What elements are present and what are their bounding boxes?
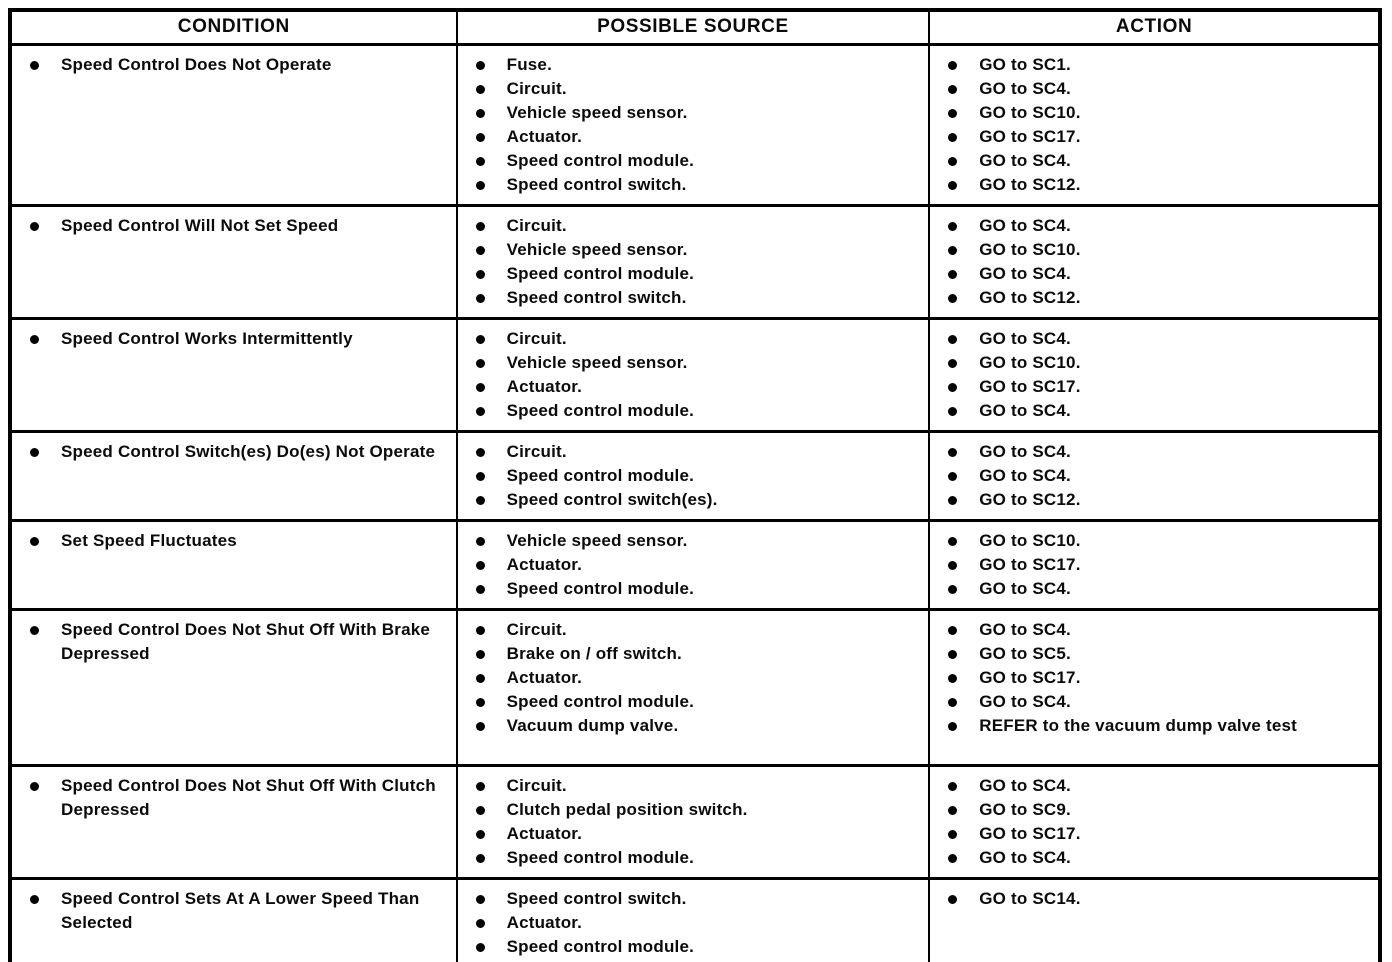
list-item [930, 440, 1372, 464]
bullet-icon [948, 698, 957, 707]
item-text: GO to SC5. [979, 644, 1071, 663]
list-item [458, 935, 923, 959]
item-text: Circuit. [506, 442, 567, 461]
bullet-icon [948, 674, 957, 683]
item-text: Vehicle speed sensor. [506, 103, 688, 122]
list-item [458, 911, 923, 935]
item-text: Circuit. [506, 79, 567, 98]
item-text: Vacuum dump valve. [506, 716, 679, 735]
bullet-icon [30, 61, 39, 70]
bullet-icon [476, 472, 485, 481]
bullet-icon [30, 335, 39, 344]
bullet-icon [476, 782, 485, 791]
list-item [458, 618, 923, 642]
table-row [10, 206, 1380, 319]
list-item [12, 214, 450, 238]
item-text: GO to SC10. [979, 353, 1081, 372]
list-item [458, 642, 923, 666]
list-item [458, 101, 923, 125]
item-text: GO to SC17. [979, 555, 1081, 574]
item-text: GO to SC12. [979, 288, 1081, 307]
list-item [458, 887, 923, 911]
list-item [458, 327, 923, 351]
item-text: Speed control module. [506, 692, 695, 711]
item-text: Circuit. [506, 776, 567, 795]
item-text: GO to SC1. [979, 55, 1071, 74]
cell-source [457, 45, 930, 206]
list-item [12, 618, 450, 666]
list-item [458, 351, 923, 375]
list-item [458, 822, 923, 846]
item-text: GO to SC10. [979, 531, 1081, 550]
bullet-icon [948, 585, 957, 594]
bullet-icon [476, 270, 485, 279]
bullet-icon [476, 222, 485, 231]
list-item [930, 149, 1372, 173]
list-item [930, 690, 1372, 714]
list-item [930, 77, 1372, 101]
table-row [10, 610, 1380, 766]
item-text: Speed Control Will Not Set Speed [61, 216, 339, 235]
item-text: Speed control module. [506, 937, 695, 956]
column-header-action: ACTION [929, 10, 1380, 45]
list-item [458, 149, 923, 173]
cell-action [929, 879, 1380, 962]
bullet-icon [948, 722, 957, 731]
list-item [458, 488, 923, 512]
list-item [930, 464, 1372, 488]
item-text: GO to SC9. [979, 800, 1071, 819]
list-item [458, 238, 923, 262]
list-item [458, 214, 923, 238]
list-item [458, 53, 923, 77]
table-row [10, 319, 1380, 432]
list-item [12, 53, 450, 77]
cell-source [457, 432, 930, 521]
table-row [10, 521, 1380, 610]
bullet-icon [948, 537, 957, 546]
bullet-icon [30, 448, 39, 457]
bullet-icon [948, 472, 957, 481]
bullet-icon [476, 133, 485, 142]
item-text: Actuator. [506, 913, 583, 932]
cell-condition [10, 432, 457, 521]
list-item [930, 488, 1372, 512]
item-text: Circuit. [506, 216, 567, 235]
list-item [930, 553, 1372, 577]
item-text: Speed Control Does Not Shut Off With Brake Depressed [61, 620, 431, 663]
list-item [930, 327, 1372, 351]
list-item [930, 173, 1372, 197]
bullet-icon [476, 383, 485, 392]
bullet-icon [476, 806, 485, 815]
cell-condition [10, 766, 457, 879]
bullet-icon [476, 181, 485, 190]
list-item [458, 77, 923, 101]
list-item [458, 553, 923, 577]
item-text: GO to SC4. [979, 692, 1071, 711]
cell-source [457, 766, 930, 879]
list-item [930, 798, 1372, 822]
item-text: Speed Control Works Intermittently [61, 329, 353, 348]
bullet-icon [476, 246, 485, 255]
item-text: GO to SC4. [979, 264, 1071, 283]
item-text: GO to SC17. [979, 668, 1081, 687]
item-text: Speed Control Sets At A Lower Speed Than Selected [61, 889, 420, 932]
cell-condition [10, 610, 457, 766]
item-text: GO to SC4. [979, 620, 1071, 639]
bullet-icon [30, 626, 39, 635]
item-text: GO to SC4. [979, 329, 1071, 348]
item-text: Actuator. [506, 127, 583, 146]
table-row [10, 766, 1380, 879]
item-text: Speed control module. [506, 264, 695, 283]
list-item [930, 262, 1372, 286]
list-item [930, 714, 1372, 738]
bullet-icon [948, 561, 957, 570]
list-item [930, 618, 1372, 642]
list-item [458, 798, 923, 822]
bullet-icon [476, 698, 485, 707]
item-text: Circuit. [506, 329, 567, 348]
item-text: GO to SC4. [979, 776, 1071, 795]
item-text: GO to SC17. [979, 824, 1081, 843]
cell-condition [10, 206, 457, 319]
item-text: Speed control module. [506, 151, 695, 170]
list-item [930, 642, 1372, 666]
bullet-icon [948, 383, 957, 392]
bullet-icon [476, 85, 485, 94]
item-text: GO to SC10. [979, 240, 1081, 259]
table-body [10, 45, 1380, 962]
bullet-icon [30, 222, 39, 231]
list-item [458, 125, 923, 149]
bullet-icon [948, 157, 957, 166]
bullet-icon [476, 335, 485, 344]
list-item [458, 286, 923, 310]
item-text: Speed Control Does Not Shut Off With Clutch Depressed [61, 776, 436, 819]
bullet-icon [476, 895, 485, 904]
list-item [930, 577, 1372, 601]
list-item [930, 529, 1372, 553]
list-item [930, 666, 1372, 690]
list-item [930, 125, 1372, 149]
bullet-icon [476, 359, 485, 368]
bullet-icon [476, 109, 485, 118]
list-item [930, 53, 1372, 77]
item-text: GO to SC4. [979, 466, 1071, 485]
bullet-icon [948, 407, 957, 416]
bullet-icon [476, 585, 485, 594]
item-text: GO to SC14. [979, 889, 1081, 908]
item-text: GO to SC4. [979, 401, 1071, 420]
list-item [458, 577, 923, 601]
bullet-icon [476, 943, 485, 952]
bullet-icon [476, 61, 485, 70]
bullet-icon [476, 650, 485, 659]
list-item [930, 822, 1372, 846]
bullet-icon [476, 496, 485, 505]
item-text: Speed Control Switch(es) Do(es) Not Operate [61, 442, 436, 461]
item-text: Set Speed Fluctuates [61, 531, 237, 550]
bullet-icon [948, 626, 957, 635]
cell-source [457, 610, 930, 766]
item-text: Speed control switch. [506, 288, 687, 307]
bullet-icon [948, 830, 957, 839]
item-text: Brake on / off switch. [506, 644, 682, 663]
list-item [930, 887, 1372, 911]
item-text: GO to SC4. [979, 848, 1071, 867]
bullet-icon [948, 782, 957, 791]
bullet-icon [476, 448, 485, 457]
item-text: Actuator. [506, 555, 583, 574]
item-text: Fuse. [506, 55, 553, 74]
bullet-icon [476, 407, 485, 416]
bullet-icon [948, 61, 957, 70]
item-text: GO to SC12. [979, 175, 1081, 194]
table-row [10, 879, 1380, 962]
list-item [12, 327, 450, 351]
item-text: Speed Control Does Not Operate [61, 55, 332, 74]
list-item [458, 529, 923, 553]
cell-condition [10, 319, 457, 432]
cell-condition [10, 521, 457, 610]
list-item [458, 173, 923, 197]
item-text: GO to SC12. [979, 490, 1081, 509]
bullet-icon [948, 109, 957, 118]
list-item [930, 846, 1372, 870]
bullet-icon [476, 561, 485, 570]
list-item [930, 101, 1372, 125]
bullet-icon [948, 895, 957, 904]
diagnostic-table [8, 8, 1382, 962]
bullet-icon [948, 359, 957, 368]
list-item [458, 440, 923, 464]
list-item [458, 666, 923, 690]
cell-condition [10, 879, 457, 962]
table-header-row [10, 10, 1380, 45]
bullet-icon [476, 830, 485, 839]
bullet-icon [476, 157, 485, 166]
cell-action [929, 610, 1380, 766]
bullet-icon [948, 133, 957, 142]
column-header-condition: CONDITION [10, 10, 457, 45]
cell-source [457, 879, 930, 962]
item-text: GO to SC4. [979, 79, 1071, 98]
bullet-icon [948, 806, 957, 815]
item-text: Speed control module. [506, 466, 695, 485]
bullet-icon [948, 246, 957, 255]
list-item [930, 351, 1372, 375]
cell-source [457, 206, 930, 319]
item-text: Circuit. [506, 620, 567, 639]
cell-source [457, 521, 930, 610]
bullet-icon [948, 222, 957, 231]
bullet-icon [948, 650, 957, 659]
list-item [12, 887, 450, 935]
bullet-icon [30, 537, 39, 546]
item-text: Actuator. [506, 824, 583, 843]
item-text: Actuator. [506, 668, 583, 687]
column-header-source: POSSIBLE SOURCE [457, 10, 930, 45]
list-item [12, 774, 450, 822]
item-text: REFER to the vacuum dump valve test [979, 716, 1298, 735]
cell-action [929, 45, 1380, 206]
cell-action [929, 766, 1380, 879]
list-item [458, 690, 923, 714]
list-item [12, 529, 450, 553]
list-item [458, 464, 923, 488]
item-text: Speed control module. [506, 401, 695, 420]
item-text: GO to SC17. [979, 127, 1081, 146]
bullet-icon [948, 85, 957, 94]
bullet-icon [948, 270, 957, 279]
bullet-icon [948, 496, 957, 505]
list-item [930, 286, 1372, 310]
list-item [458, 774, 923, 798]
bullet-icon [948, 294, 957, 303]
bullet-icon [476, 854, 485, 863]
item-text: Speed control switch. [506, 175, 687, 194]
bullet-icon [476, 722, 485, 731]
item-text: Clutch pedal position switch. [506, 800, 748, 819]
bullet-icon [476, 919, 485, 928]
cell-action [929, 432, 1380, 521]
list-item [458, 846, 923, 870]
list-item [930, 774, 1372, 798]
item-text: GO to SC10. [979, 103, 1081, 122]
item-text: Actuator. [506, 377, 583, 396]
table-row [10, 45, 1380, 206]
bullet-icon [476, 537, 485, 546]
bullet-icon [948, 335, 957, 344]
list-item [458, 714, 923, 738]
item-text: GO to SC4. [979, 442, 1071, 461]
bullet-icon [476, 674, 485, 683]
bullet-icon [30, 895, 39, 904]
item-text: GO to SC4. [979, 579, 1071, 598]
bullet-icon [948, 181, 957, 190]
bullet-icon [476, 626, 485, 635]
item-text: Speed control module. [506, 579, 695, 598]
cell-condition [10, 45, 457, 206]
item-text: GO to SC4. [979, 151, 1071, 170]
list-item [930, 214, 1372, 238]
list-item [12, 440, 450, 464]
cell-action [929, 319, 1380, 432]
item-text: Speed control switch(es). [506, 490, 718, 509]
bullet-icon [476, 294, 485, 303]
cell-action [929, 206, 1380, 319]
list-item [458, 262, 923, 286]
item-text: Speed control switch. [506, 889, 687, 908]
bullet-icon [30, 782, 39, 791]
item-text: Vehicle speed sensor. [506, 531, 688, 550]
list-item [458, 399, 923, 423]
list-item [458, 375, 923, 399]
item-text: Vehicle speed sensor. [506, 240, 688, 259]
cell-source [457, 319, 930, 432]
item-text: GO to SC4. [979, 216, 1071, 235]
cell-action [929, 521, 1380, 610]
item-text: GO to SC17. [979, 377, 1081, 396]
item-text: Speed control module. [506, 848, 695, 867]
list-item [930, 375, 1372, 399]
list-item [930, 399, 1372, 423]
item-text: Vehicle speed sensor. [506, 353, 688, 372]
list-item [930, 238, 1372, 262]
bullet-icon [948, 854, 957, 863]
table-row [10, 432, 1380, 521]
bullet-icon [948, 448, 957, 457]
